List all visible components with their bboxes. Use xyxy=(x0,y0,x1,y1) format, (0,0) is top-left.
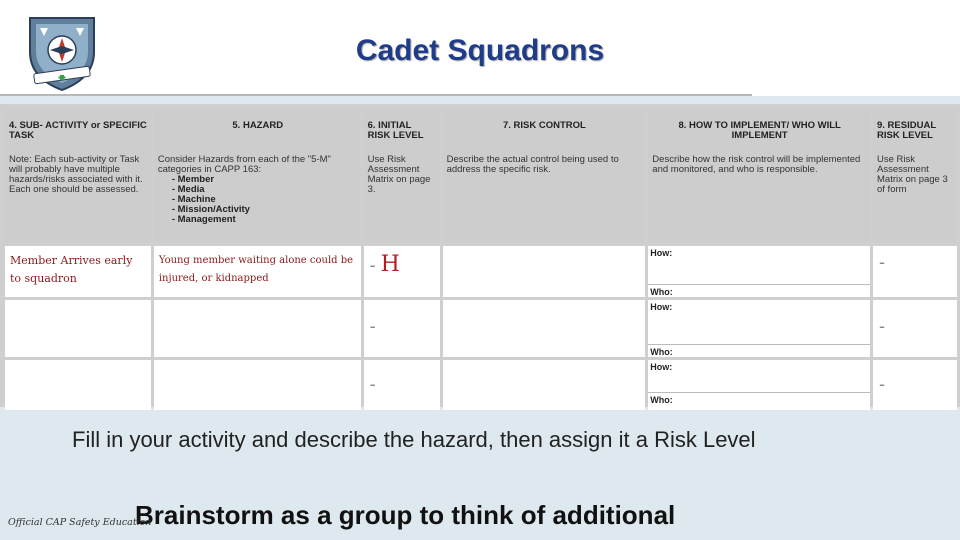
table-row xyxy=(5,360,957,410)
header-hazard: 5. HAZARD Consider Hazards from each of the "5-M" categories in CAPP 163: - Member - Media - Machine - Mission/Activity - Management xyxy=(154,109,361,243)
task-cell[interactable] xyxy=(5,300,151,357)
who-label: Who: xyxy=(650,395,673,405)
header-risk-control: 7. RISK CONTROL Describe the actual control being used to address the specific risk. xyxy=(443,109,646,243)
risk-control-cell[interactable] xyxy=(443,300,646,357)
residual-risk-cell[interactable]: - xyxy=(873,300,957,357)
implement-cell[interactable] xyxy=(648,246,870,297)
how-label: How: xyxy=(648,246,870,285)
residual-risk-cell[interactable]: - xyxy=(873,246,957,297)
implement-cell[interactable] xyxy=(648,360,870,410)
task-cell[interactable] xyxy=(5,360,151,410)
how-label: How: xyxy=(648,300,870,345)
table-row xyxy=(5,246,957,297)
task-cell[interactable]: Member Arrives early to squadron xyxy=(5,246,151,297)
initial-risk-cell[interactable]: - xyxy=(364,300,440,357)
hazard-cell[interactable] xyxy=(154,360,361,410)
risk-control-cell[interactable] xyxy=(443,360,646,410)
footer-note: Official CAP Safety Education xyxy=(8,517,152,528)
risk-table xyxy=(2,106,960,413)
who-label: Who: xyxy=(650,347,673,357)
initial-risk-cell[interactable]: - xyxy=(364,360,440,410)
header-residual-risk: 9. RESIDUAL RISK LEVEL Use Risk Assessment Matrix on page 3 of form xyxy=(873,109,957,243)
hazard-cell[interactable]: Young member waiting alone could be injured, or kidnapped xyxy=(154,246,361,297)
header-row xyxy=(5,109,957,243)
who-label: Who: xyxy=(650,287,673,297)
page-title: Cadet Squadrons xyxy=(355,34,605,67)
initial-risk-cell[interactable]: - H xyxy=(364,246,440,297)
risk-level-value: H xyxy=(380,252,400,277)
header-initial-risk: 6. INITIAL RISK LEVEL Use Risk Assessment Matrix on page 3. xyxy=(364,109,440,243)
risk-assessment-form xyxy=(0,104,960,407)
how-label: How: xyxy=(648,360,870,393)
hazard-cell[interactable] xyxy=(154,300,361,357)
table-row xyxy=(5,300,957,357)
header-subactivity: 4. SUB- ACTIVITY or SPECIFIC TASK Note: Each sub-activity or Task will probably have multiple hazards/risks associated with it. Each one should be assessed. xyxy=(5,109,151,243)
brainstorm-text: Brainstorm as a group to think of additional xyxy=(135,500,676,530)
instruction-text: Fill in your activity and describe the hazard, then assign it a Risk Level xyxy=(72,427,756,452)
header-how-to-implement: 8. HOW TO IMPLEMENT/ WHO WILL IMPLEMENT Describe how the risk control will be implemented and monitored, and who is responsible. xyxy=(648,109,870,243)
implement-cell[interactable] xyxy=(648,300,870,357)
residual-risk-cell[interactable]: - xyxy=(873,360,957,410)
risk-control-cell[interactable] xyxy=(443,246,646,297)
